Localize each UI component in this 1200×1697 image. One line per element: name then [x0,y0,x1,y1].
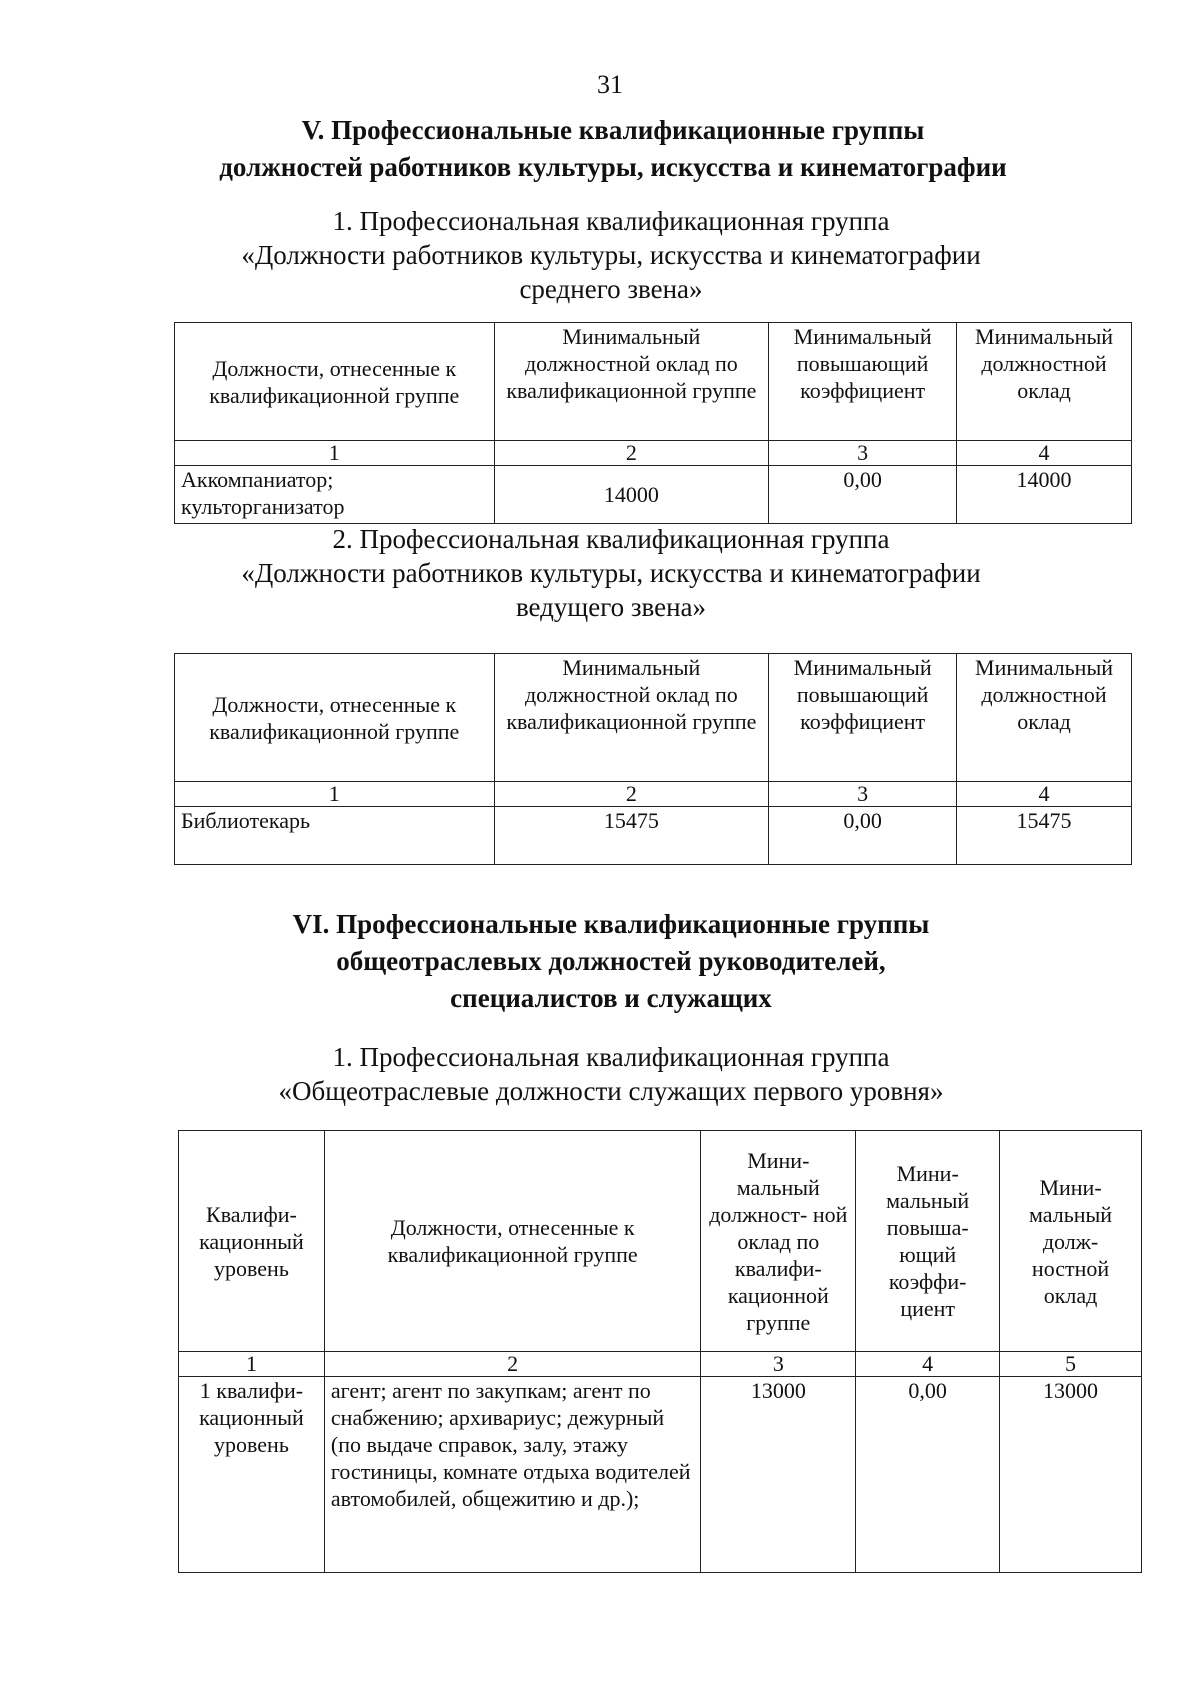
section-5-group-1-title [0,204,1200,306]
table-culture-leading [174,653,1132,865]
group-title-line1: 2. Профессиональная квалификационная группа [332,524,890,554]
column-number-row [175,782,1132,807]
coefficient-cell: 0,00 [769,466,957,524]
section-6-title-line3: специалистов и служащих [450,983,772,1013]
column-number: 2 [324,1352,700,1377]
column-number: 1 [175,441,495,466]
table-header-row [175,654,1132,782]
header-base-salary: Минимальный должностной оклад по квалификационной группе [494,654,769,782]
position-cell: Аккомпаниатор; культорганизатор [175,466,495,524]
column-number-row [179,1352,1142,1377]
section-6-title-line1: VI. Профессиональные квалификационные группы [292,909,930,939]
min-salary-cell: 15475 [957,807,1132,865]
base-salary-cell: 13000 [701,1377,856,1573]
base-salary-cell: 15475 [494,807,769,865]
column-number: 3 [769,782,957,807]
section-5-title [0,112,1200,186]
column-number: 3 [701,1352,856,1377]
column-number: 3 [769,441,957,466]
column-number: 4 [957,441,1132,466]
table-row [175,807,1132,865]
section-6-group-1-title [0,1040,1200,1108]
table-row [175,466,1132,524]
section-6-title-line2: общеотраслевых должностей руководителей, [336,946,886,976]
column-number: 1 [179,1352,325,1377]
section-5-group-2-title [0,522,1200,624]
column-number-row [175,441,1132,466]
coefficient-cell: 0,00 [769,807,957,865]
min-salary-cell: 13000 [1000,1377,1142,1573]
group-title-line1: 1. Профессиональная квалификационная группа [332,1042,890,1072]
section-5-title-line1: V. Профессиональные квалификационные группы [301,115,925,145]
positions-cell: агент; агент по закупкам; агент по снабжению; архивариус; дежурный (по выдаче справок, залу, этажу гостиницы, комнате отдыха водителей автомобилей, общежитию и др.); [324,1377,700,1573]
header-min-salary: Минимальный должностной оклад [957,323,1132,441]
table-row [179,1377,1142,1573]
header-level: Квалифи- кационный уровень [179,1131,325,1352]
section-5-title-line2: должностей работников культуры, искусства и кинематографии [219,152,1007,182]
coefficient-cell: 0,00 [856,1377,1000,1573]
table-header-row [179,1131,1142,1352]
column-number: 4 [957,782,1132,807]
table-header-row [175,323,1132,441]
group-title-line3: ведущего звена» [515,592,707,622]
table-general-first-level [178,1130,1142,1573]
level-cell: 1 квалифи- кационный уровень [179,1377,325,1573]
group-title-line1: 1. Профессиональная квалификационная группа [332,206,890,236]
header-coefficient: Минимальный повышающий коэффициент [769,654,957,782]
section-6-title [0,906,1200,1017]
header-base-salary: Мини- мальный должност- ной оклад по квалифи- кационной группе [701,1131,856,1352]
page-number: 31 [597,70,623,99]
group-title-line2: «Общеотраслевые должности служащих первого уровня» [278,1076,944,1106]
header-positions: Должности, отнесенные к квалификационной группе [175,654,495,782]
header-min-salary: Минимальный должностной оклад [957,654,1132,782]
column-number: 4 [856,1352,1000,1377]
group-title-line2: «Должности работников культуры, искусства и кинематографии [241,240,981,270]
header-positions: Должности, отнесенные к квалификационной группе [324,1131,700,1352]
position-cell: Библиотекарь [175,807,495,865]
group-title-line2: «Должности работников культуры, искусства и кинематографии [241,558,981,588]
header-coefficient: Мини- мальный повыша- ющий коэффи- циент [856,1131,1000,1352]
base-salary-cell: 14000 [494,466,769,524]
column-number: 1 [175,782,495,807]
column-number: 2 [494,782,769,807]
column-number: 5 [1000,1352,1142,1377]
header-min-salary: Мини- мальный долж- ностной оклад [1000,1131,1142,1352]
header-base-salary: Минимальный должностной оклад по квалификационной группе [494,323,769,441]
table-culture-middle [174,322,1132,524]
min-salary-cell: 14000 [957,466,1132,524]
header-positions: Должности, отнесенные к квалификационной группе [175,323,495,441]
column-number: 2 [494,441,769,466]
header-coefficient: Минимальный повышающий коэффициент [769,323,957,441]
group-title-line3: среднего звена» [519,274,703,304]
